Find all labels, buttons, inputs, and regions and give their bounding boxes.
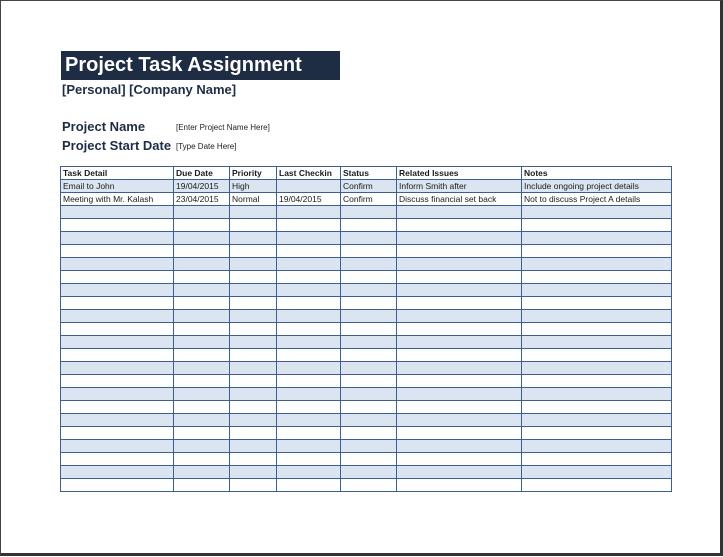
table-cell[interactable] [230, 323, 277, 336]
table-cell[interactable]: Include ongoing project details [522, 180, 672, 193]
table-cell[interactable]: High [230, 180, 277, 193]
table-cell[interactable] [397, 284, 522, 297]
table-cell[interactable] [522, 258, 672, 271]
project-name-label: Project Name [62, 119, 146, 134]
table-cell[interactable] [61, 297, 174, 310]
table-cell[interactable] [174, 466, 230, 479]
table-row [61, 466, 672, 479]
table-cell[interactable] [230, 336, 277, 349]
table-cell[interactable] [397, 401, 522, 414]
table-cell[interactable]: Discuss financial set back [397, 193, 522, 206]
table-cell[interactable] [61, 466, 174, 479]
table-cell[interactable] [230, 427, 277, 440]
table-cell[interactable] [341, 219, 397, 232]
table-cell[interactable] [61, 362, 174, 375]
table-cell[interactable] [277, 310, 341, 323]
table-cell[interactable] [277, 388, 341, 401]
table-cell[interactable] [174, 349, 230, 362]
table-cell[interactable] [397, 427, 522, 440]
column-header: Priority [230, 167, 277, 180]
table-cell[interactable] [277, 297, 341, 310]
table-cell[interactable] [277, 427, 341, 440]
table-cell[interactable] [174, 245, 230, 258]
table-body [61, 180, 672, 492]
table-cell[interactable] [277, 479, 341, 492]
table-cell[interactable] [230, 258, 277, 271]
table-cell[interactable] [341, 258, 397, 271]
table-row [61, 414, 672, 427]
table-cell[interactable] [61, 258, 174, 271]
table-cell[interactable] [61, 388, 174, 401]
table-row [61, 232, 672, 245]
table-cell[interactable] [397, 375, 522, 388]
table-cell[interactable] [230, 245, 277, 258]
table-cell[interactable]: Inform Smith after [397, 180, 522, 193]
table-cell[interactable] [174, 336, 230, 349]
table-cell[interactable] [397, 362, 522, 375]
table-cell[interactable] [341, 427, 397, 440]
table-cell[interactable] [277, 466, 341, 479]
table-cell[interactable] [397, 258, 522, 271]
table-cell[interactable] [341, 232, 397, 245]
table-cell[interactable] [341, 375, 397, 388]
table-cell[interactable] [341, 401, 397, 414]
table-cell[interactable] [397, 323, 522, 336]
table-cell[interactable] [522, 362, 672, 375]
table-cell[interactable] [397, 219, 522, 232]
table-cell[interactable] [61, 271, 174, 284]
table-row [61, 453, 672, 466]
table-cell[interactable] [522, 427, 672, 440]
table-cell[interactable] [230, 206, 277, 219]
table-cell[interactable] [522, 466, 672, 479]
table-cell[interactable] [61, 479, 174, 492]
table-cell[interactable] [522, 349, 672, 362]
column-header: Task Detail [61, 167, 174, 180]
table-cell[interactable]: Meeting with Mr. Kalash [61, 193, 174, 206]
table-cell[interactable] [341, 310, 397, 323]
column-header: Related Issues [397, 167, 522, 180]
table-cell[interactable] [61, 349, 174, 362]
table-cell[interactable] [522, 375, 672, 388]
table-cell[interactable] [341, 336, 397, 349]
table-row [61, 375, 672, 388]
table-row [61, 336, 672, 349]
table-cell[interactable] [522, 453, 672, 466]
table-cell[interactable]: Normal [230, 193, 277, 206]
table-cell[interactable]: 19/04/2015 [174, 180, 230, 193]
table-cell[interactable] [174, 388, 230, 401]
table-cell[interactable] [277, 349, 341, 362]
table-row [61, 258, 672, 271]
table-row [61, 180, 672, 193]
table-cell[interactable] [61, 440, 174, 453]
table-cell[interactable] [522, 284, 672, 297]
table-cell[interactable] [61, 401, 174, 414]
table-cell[interactable]: Confirm [341, 180, 397, 193]
table-row [61, 310, 672, 323]
table-cell[interactable] [277, 336, 341, 349]
table-row [61, 219, 672, 232]
table-cell[interactable] [341, 284, 397, 297]
table-cell[interactable] [277, 180, 341, 193]
table-cell[interactable] [277, 323, 341, 336]
table-cell[interactable] [341, 206, 397, 219]
table-cell[interactable] [174, 414, 230, 427]
table-cell[interactable] [522, 297, 672, 310]
table-cell[interactable] [277, 440, 341, 453]
table-cell[interactable] [174, 219, 230, 232]
table-cell[interactable] [397, 297, 522, 310]
table-header-row [61, 167, 672, 180]
table-cell[interactable] [230, 414, 277, 427]
table-cell[interactable] [174, 401, 230, 414]
table-row [61, 206, 672, 219]
table-row [61, 440, 672, 453]
table-cell[interactable] [230, 310, 277, 323]
table-cell[interactable] [397, 453, 522, 466]
table-row [61, 193, 672, 206]
table-cell[interactable] [522, 336, 672, 349]
table-cell[interactable] [341, 453, 397, 466]
table-cell[interactable] [397, 440, 522, 453]
table-cell[interactable] [341, 479, 397, 492]
table-cell[interactable] [277, 414, 341, 427]
table-cell[interactable] [174, 453, 230, 466]
table-row [61, 427, 672, 440]
table-cell[interactable] [61, 323, 174, 336]
table-cell[interactable] [61, 453, 174, 466]
table-row [61, 349, 672, 362]
table-cell[interactable] [174, 375, 230, 388]
table-row [61, 479, 672, 492]
table-row [61, 297, 672, 310]
table-row [61, 401, 672, 414]
table-cell[interactable] [277, 206, 341, 219]
table-cell[interactable] [277, 284, 341, 297]
table-cell[interactable] [230, 453, 277, 466]
company-name: [Personal] [Company Name] [62, 82, 237, 97]
table-row [61, 284, 672, 297]
table-cell[interactable] [230, 284, 277, 297]
table-cell[interactable] [277, 453, 341, 466]
project-start-date-label: Project Start Date [62, 138, 172, 153]
table-cell[interactable] [61, 232, 174, 245]
table-cell[interactable] [230, 388, 277, 401]
table-cell[interactable]: 19/04/2015 [277, 193, 341, 206]
table-cell[interactable] [341, 362, 397, 375]
table-cell[interactable] [397, 206, 522, 219]
table-cell[interactable] [277, 219, 341, 232]
table-cell[interactable] [174, 323, 230, 336]
table-cell[interactable] [522, 440, 672, 453]
column-header: Status [341, 167, 397, 180]
table-cell[interactable]: Not to discuss Project A details [522, 193, 672, 206]
project-name-field[interactable]: [Enter Project Name Here] [176, 123, 270, 132]
table-cell[interactable] [522, 232, 672, 245]
table-cell[interactable] [341, 271, 397, 284]
table-cell[interactable] [174, 362, 230, 375]
table-cell[interactable] [277, 401, 341, 414]
table-cell[interactable] [230, 479, 277, 492]
table-cell[interactable] [522, 388, 672, 401]
column-header: Notes [522, 167, 672, 180]
table-cell[interactable] [522, 323, 672, 336]
table-cell[interactable] [230, 375, 277, 388]
task-table [60, 166, 672, 492]
table-cell[interactable] [397, 349, 522, 362]
table-cell[interactable] [397, 388, 522, 401]
table-cell[interactable] [277, 258, 341, 271]
table-cell[interactable] [277, 232, 341, 245]
table-cell[interactable] [230, 219, 277, 232]
table-cell[interactable] [522, 479, 672, 492]
table-cell[interactable] [397, 245, 522, 258]
table-cell[interactable] [397, 414, 522, 427]
table-cell[interactable] [174, 427, 230, 440]
table-cell[interactable] [341, 323, 397, 336]
table-row [61, 271, 672, 284]
table-row [61, 323, 672, 336]
table-cell[interactable] [61, 284, 174, 297]
table-cell[interactable] [341, 349, 397, 362]
table-cell[interactable] [61, 414, 174, 427]
table-cell[interactable] [341, 440, 397, 453]
column-header: Last Checkin [277, 167, 341, 180]
column-header: Due Date [174, 167, 230, 180]
table-cell[interactable] [397, 336, 522, 349]
table-cell[interactable] [341, 388, 397, 401]
table-cell[interactable] [61, 206, 174, 219]
page-title: Project Task Assignment [61, 51, 340, 80]
table-row [61, 362, 672, 375]
table-cell[interactable] [174, 297, 230, 310]
table-cell[interactable] [174, 440, 230, 453]
table-cell[interactable] [230, 440, 277, 453]
table-cell[interactable] [174, 206, 230, 219]
table-cell[interactable]: 23/04/2015 [174, 193, 230, 206]
table-cell[interactable] [397, 310, 522, 323]
project-start-date-field[interactable]: [Type Date Here] [176, 142, 237, 151]
table-row [61, 245, 672, 258]
table-cell[interactable] [341, 466, 397, 479]
table-row [61, 388, 672, 401]
table-cell[interactable] [230, 466, 277, 479]
table-cell[interactable] [61, 245, 174, 258]
table-cell[interactable] [397, 479, 522, 492]
table-cell[interactable] [61, 427, 174, 440]
table-cell[interactable] [522, 245, 672, 258]
table-cell[interactable] [522, 310, 672, 323]
table-cell[interactable] [522, 414, 672, 427]
table-cell[interactable] [341, 297, 397, 310]
table-cell[interactable] [174, 284, 230, 297]
table-cell[interactable] [397, 232, 522, 245]
table-cell[interactable] [174, 479, 230, 492]
table-cell[interactable] [277, 362, 341, 375]
table-cell[interactable] [522, 401, 672, 414]
table-cell[interactable] [230, 271, 277, 284]
table-cell[interactable] [61, 336, 174, 349]
table-cell[interactable] [61, 219, 174, 232]
table-cell[interactable] [277, 271, 341, 284]
table-cell[interactable] [230, 362, 277, 375]
table-cell[interactable] [230, 349, 277, 362]
table-cell[interactable] [341, 245, 397, 258]
table-cell[interactable] [397, 466, 522, 479]
table-cell[interactable] [397, 271, 522, 284]
table-cell[interactable] [277, 245, 341, 258]
table-cell[interactable]: Confirm [341, 193, 397, 206]
table-cell[interactable] [341, 414, 397, 427]
table-cell[interactable] [522, 271, 672, 284]
table-cell[interactable] [174, 310, 230, 323]
table-cell[interactable] [522, 219, 672, 232]
table-cell[interactable] [174, 271, 230, 284]
table-cell[interactable] [61, 310, 174, 323]
table-cell[interactable] [174, 258, 230, 271]
table-cell[interactable] [230, 401, 277, 414]
table-cell[interactable] [230, 297, 277, 310]
table-cell[interactable] [61, 375, 174, 388]
table-cell[interactable] [230, 232, 277, 245]
table-cell[interactable] [277, 375, 341, 388]
table-cell[interactable] [522, 206, 672, 219]
table-cell[interactable]: Email to John [61, 180, 174, 193]
table-cell[interactable] [174, 232, 230, 245]
